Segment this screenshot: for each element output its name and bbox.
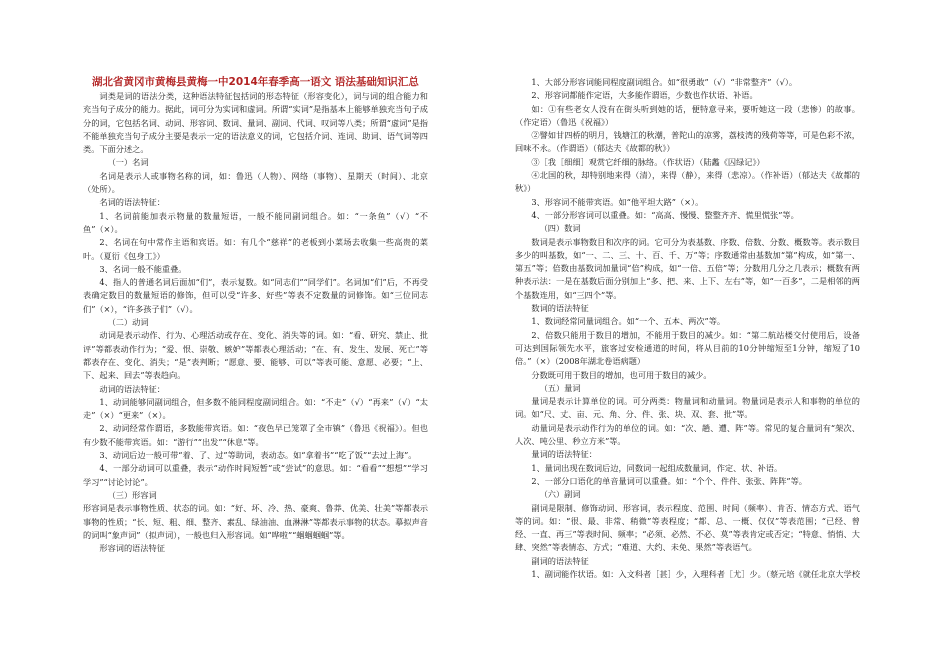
paragraph: 形容词的语法特征 <box>99 543 165 554</box>
section-heading: （六）副词 <box>539 489 581 500</box>
paragraph: 数词的语法特征 <box>531 303 589 314</box>
section-heading: （三）形容词 <box>107 489 157 500</box>
section-heading: （四）数词 <box>539 223 581 234</box>
paragraph: ④北国的秋，却特别地来得（清），来得（静），来得（悲凉）。（作补语）（郁达夫《故都的秋》） <box>515 170 860 194</box>
section-heading: （二）动词 <box>107 317 149 328</box>
paragraph: 4、一部分动词可以重叠，表示“动作时间短暂”或“尝试”的意思。如：“看看”“想想”“学习学习”“讨论讨论”。 <box>83 463 428 487</box>
paragraph: 名词的语法特征： <box>99 197 165 208</box>
paragraph: ②譬如甘四桥的明月，钱塘江的秋潮，普陀山的凉雾，荔枝湾的残荷等等，可是色彩不浓，回味不永。（作谓语）（郁达夫《故都的秋》） <box>515 130 860 154</box>
paragraph: 4、指人的普通名词后面加“们”，表示复数。如“同志们”“同学们”。名词加“们”后，不再受表确定数目的数量短语的修饰，但可以受“许多、好些”等表不定数量的词修饰。如“三位同志们”（×），“许多孩子们”（√）。 <box>83 277 428 314</box>
paragraph: 量词的语法特征： <box>531 449 597 460</box>
paragraph: 2、一部分口语化的单音量词可以重叠。如：“个个、件件、张张、阵阵”等。 <box>531 475 807 486</box>
paragraph: 1、名词前能加表示物量的数量短语，一般不能同副词组合。如：“一条鱼”（√）“不鱼”（×）。 <box>83 210 428 234</box>
paragraph: 4、一部分形容词可以重叠。如：“高高、慢慢、整整齐齐、慌里慌张”等。 <box>531 209 799 220</box>
paragraph: 2、动词经常作谓语，多数能带宾语。如：“夜色早已笼罩了全市镇”（鲁迅《祝福》）。但也有少数不能带宾语。如：“游行”“出发”“休息”等。 <box>83 423 428 447</box>
paragraph: 名词是表示人或事物名称的词，如：鲁迅（人物）、网络（事物）、星期天（时间）、北京（处所）。 <box>83 170 428 195</box>
paragraph: ③［我［细细］观赏它纤细的脉络。（作状语）（陆蠡《囚绿记》） <box>531 156 765 167</box>
paragraph: 2、名词在句中常作主语和宾语。如：有几个“慈祥”的老板到小菜场去收集一些高贵的菜叶。（夏衍《包身工》） <box>83 237 428 261</box>
paragraph: 副词的语法特征 <box>531 555 589 566</box>
paragraph: 如：①有些老女人没有在街头听到她的话，便特意寻来，要听她这一段（悲惨）的故事。（作定语）（鲁迅《祝福》） <box>515 103 860 127</box>
right-column <box>515 76 860 581</box>
paragraph: 数词是表示事物数目和次序的词。它可分为表基数、序数、倍数、分数、概数等。表示数目多少的叫基数，如“一、二、三、十、百、千、万”等；序数通常由基数加“第”构成，如“第一、第五”等；倍数由基数词加量词“倍”构成，如“一倍、五倍”等；分数用几分之几表示；概数有两种表示法：一是在基数后面分别加上“多、把、来、上下、左右”等，如“一百多”，二是相邻的两个基数连用，如“三四个”等。 <box>515 236 860 300</box>
paragraph: 3、形容词不能带宾语。如“他平坦大路”（×）。 <box>531 196 704 207</box>
paragraph: 3、名词一般不能重叠。 <box>99 263 187 274</box>
paragraph: 2、倍数只能用于数目的增加，不能用于数目的减少。如：“第二航站楼交付使用后，设备可达到国际领先水平，旅客过安检通道的时间，将从目前的10分钟缩短至1分钟，缩短了10倍。”（×）（2008年湖北卷语病题） <box>515 329 860 367</box>
paragraph: 2、形容词都能作定语，大多能作谓语，少数也作状语、补语。 <box>531 90 758 101</box>
paragraph: 形容词是表示事物性质、状态的词。如：“好、坏、冷、热、豪爽、鲁莽、优美、壮美”等都表示事物的性质；“长、短、粗、细、整齐、素乱、绿油油、血淋淋”等都表示事物的状态。摹拟声音的词叫“象声词”（拟声词），一般也归入形容词。如“哗啦”“蝈蝈蝈蝈”等。 <box>83 503 428 540</box>
paragraph: 1、量词出现在数词后边，同数词一起组成数量词，作定、状、补语。 <box>531 462 783 473</box>
paragraph: 动词是表示动作、行为、心理活动或存在、变化、消失等的词。如：“看、研究、禁止、批评”等都表动作行为；“爱、恨、崇敬、嫉妒”等都表心理活动；“在、有、发生、发展、死亡”等都表存在、变化、消失；“是”表判断；“愿意、要、能够、可以”等表可能、意愿、必要；“上、下、起来、回去”等表趋向。 <box>83 330 428 381</box>
paragraph: 分数既可用于数目的增加，也可用于数目的减少。 <box>531 369 712 380</box>
section-heading: （一）名词 <box>107 157 149 168</box>
paragraph: 词类是词的语法分类，这种语法特征包括词的形态特征（形容变化），词与词的组合能力和充当句子成分的能力。据此，词可分为实词和虚词。所谓“实词”是指基本上能够单独充当句子成分的词，它包括名词、动词、形容词、数词、量词、副词、代词、叹词等八类；所谓“虚词”是指不能单独充当句子成分主要是表示一定的语法意义的词，它包括介词、连词、助词、语气词等四类。下面分述之。 <box>83 91 428 155</box>
paragraph: 1、数词经常同量词组合。如“一个、五本、两次”等。 <box>531 316 726 327</box>
paragraph: 动词的语法特征： <box>99 383 165 394</box>
paragraph: 量词是表示计算单位的词。可分两类：物量词和动量词。物量词是表示人和事物的单位的词。如“尺、丈、亩、元、角、分、件、张、块、双、套、批”等。 <box>515 396 860 420</box>
document-title: 湖北省黄冈市黄梅县黄梅一中2014年春季高一语文 语法基础知识汇总 <box>92 76 419 88</box>
paragraph: 1、副词能作状语。如：入文科者［甚］少，入理科者［尤］少。（蔡元培《就任北京大学校 <box>531 568 861 579</box>
paragraph: 动量词是表示动作行为的单位的词。如：“次、趟、遭、阵”等。常见的复合量词有“架次、人次、吨公里、秒立方米”等。 <box>515 422 860 447</box>
section-heading: （五）量词 <box>539 382 581 393</box>
paragraph: 副词是限制、修饰动词、形容词，表示程度、范围、时间（频率）、肯否、情态方式、语气等的词。如：“很、最、非常、稍微”等表程度；“都、总、一概、仅仅”等表范围；“已经、曾经、一直、再三”等表时间、频率；“必须、必然、不必、莫”等表肯定或否定；“特意、悄悄、大肆、突然”等表情态、方式；“难道、大约、未免、果然”等表语气。 <box>515 502 860 553</box>
paragraph: 1、大部分形容词能同程度副词组合。如“很勇敢”（√）“非常整齐”（√）。 <box>531 77 798 87</box>
left-column <box>83 76 428 555</box>
paragraph: 1、动词能够同副词组合，但多数不能同程度副词组合。如：“不走”（√）“再来”（√）“太走”（×）“更来”（×）。 <box>83 396 428 421</box>
paragraph: 3、动词后边一般可带“着、了、过”等助词，表动态。如“拿着书”“吃了饭”“去过上海”。 <box>99 450 417 461</box>
